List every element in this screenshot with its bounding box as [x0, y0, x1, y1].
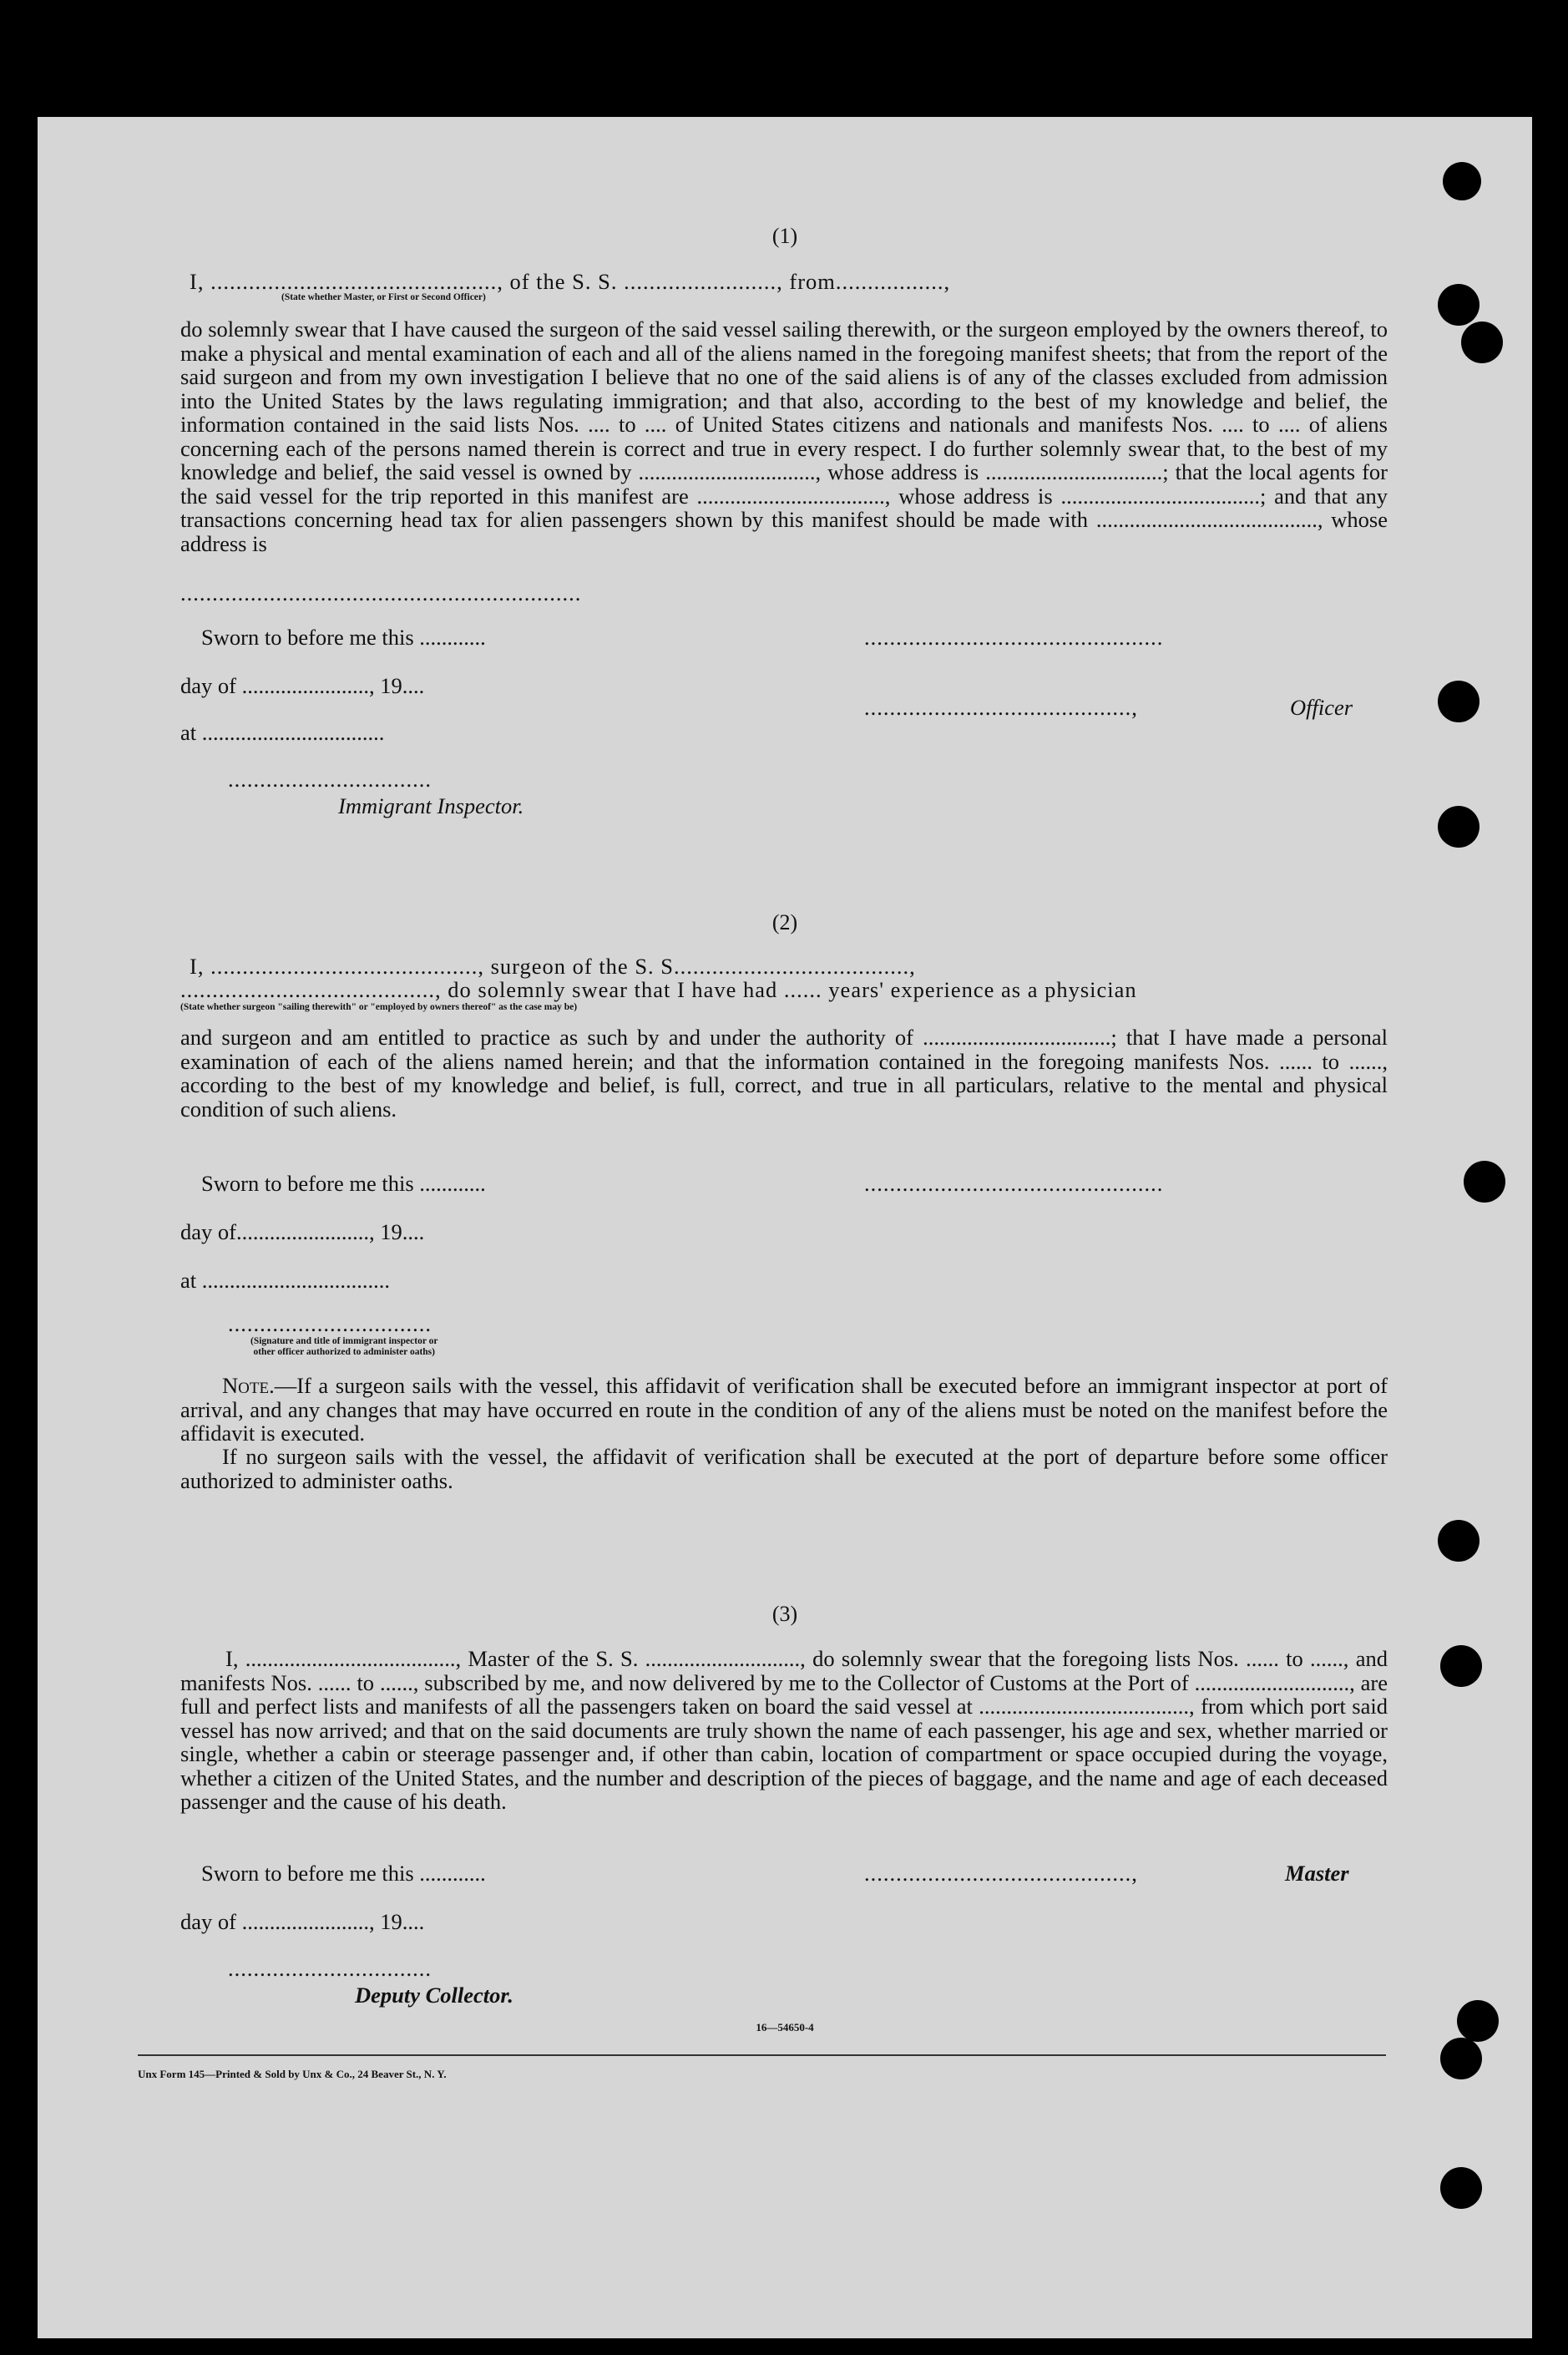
- punch-hole: [1440, 2038, 1482, 2079]
- collector-signature-line: ................................: [228, 1956, 432, 1981]
- oath-body: and surgeon and am entitled to practice as such by and under the authority of ..................................; that I have made a personal examination of each of the aliens named herein; and that the information contained in the foregoing manifests Nos. ...... to ......, according to the best of my knowledge and belief, is full, correct, and true in all particulars, relative to the mental and physical condition of such aliens.: [180, 1025, 1388, 1122]
- signature-line: ...............................................: [864, 625, 1164, 650]
- inspector-signature-line: ................................: [228, 1311, 432, 1336]
- master-label: Master: [1285, 1861, 1349, 1886]
- oath-line: I, .........................................., surgeon of the S. S.....................................,: [190, 954, 916, 979]
- punch-hole: [1443, 162, 1481, 200]
- day-line: day of ......................., 19....: [180, 1909, 425, 1934]
- form-code: 16—54650-4: [756, 2021, 814, 2033]
- oath-line: ........................................, do solemnly swear that I have had ...... years' experience as a physician: [180, 977, 1137, 1002]
- punch-hole: [1464, 1161, 1505, 1203]
- punch-hole: [1438, 284, 1479, 326]
- sworn-line: Sworn to before me this ............: [201, 1171, 486, 1196]
- footer-rule: [138, 2054, 1386, 2056]
- section-number: (3): [771, 1602, 798, 1626]
- dotted-line: ...............................................................: [180, 580, 582, 605]
- at-line: at ..................................: [180, 1268, 390, 1293]
- document-page: [38, 117, 1532, 2338]
- oath-body: do solemnly swear that I have caused the surgeon of the said vessel sailing therewith, or the surgeon employed by the owners thereof, to make a physical and mental examination of each and all of the aliens named in the foregoing manifest sheets; that from the report of the said surgeon and from my own investigation I believe that no one of the said aliens is of any of the classes excluded from admission into the United States by the laws regulating immigration; and that also, according to the best of my knowledge and belief, the information contained in the said lists Nos. .... to .... of United States citizens and nationals and manifests Nos. .... to .... of aliens concerning each of the persons named therein is correct and true in every respect. I do further solemnly swear that, to the best of my knowledge and belief, the said vessel is owned by ................................, whose address is ................................; that the local agents for the said vessel for the trip reported in this manifest are .................................., whose address is ....................................; and that any transactions concerning head tax for alien passengers shown by this manifest should be made with ........................................, whose address is: [180, 317, 1388, 556]
- field-note: (State whether Master, or First or Second Officer): [281, 292, 486, 302]
- day-line: day of ......................., 19....: [180, 673, 425, 698]
- oath-line: I, ............................................., of the S. S. ........................, from.................,: [190, 269, 951, 294]
- signature-note: (Signature and title of immigrant inspector or other officer authorized to administer oaths): [250, 1336, 438, 1357]
- section-number: (2): [771, 910, 798, 934]
- punch-hole: [1461, 322, 1503, 363]
- signature-line: ...............................................: [864, 1171, 1164, 1196]
- day-line: day of........................, 19....: [180, 1219, 425, 1244]
- punch-hole: [1438, 681, 1479, 722]
- at-line: at .................................: [180, 720, 385, 745]
- collector-label: Deputy Collector.: [355, 1983, 513, 2008]
- punch-hole: [1438, 1520, 1479, 1562]
- punch-hole: [1438, 806, 1479, 848]
- oath-body: I, ......................................, Master of the S. S. ............................, do solemnly swear that the foregoing lists Nos. ...... to ......, and manifests Nos. ...... to ......, subscribed by me, and now delivered by me to the Collector of Customs at the Port of ............................, are full and perfect lists and manifests of all the passengers taken on board the said vessel at ......................................, from which port said vessel has now arrived; and that on the said documents are truly shown the name of each passenger, his age and sex, whether married or single, whether a cabin or steerage passenger and, if other than cabin, location of compartment or space occupied during the voyage, whether a citizen of the United States, and the number and description of the pieces of baggage, and the name and age of each deceased passenger and the cause of his death.: [180, 1646, 1388, 1814]
- punch-hole: [1440, 2167, 1482, 2209]
- inspector-signature-line: ................................: [228, 767, 432, 792]
- officer-signature-line: ..........................................,: [864, 695, 1138, 720]
- master-signature-line: ..........................................,: [864, 1861, 1138, 1886]
- officer-label: Officer: [1290, 695, 1353, 720]
- note-paragraph-2: If no surgeon sails with the vessel, the affidavit of verification shall be executed at the port of departure before some officer authorized to administer oaths.: [180, 1444, 1388, 1493]
- section-number: (1): [771, 224, 798, 248]
- note-paragraph: Note.—If a surgeon sails with the vessel, this affidavit of verification shall be executed before an immigrant inspector at port of arrival, and any changes that may have occurred en route in the condition of any of the aliens must be noted on the manifest before the affidavit is executed.: [180, 1373, 1388, 1446]
- inspector-label: Immigrant Inspector.: [338, 793, 524, 818]
- field-note: (State whether surgeon "sailing therewith" or "employed by owners thereof" as the case may be): [180, 1002, 578, 1012]
- sworn-line: Sworn to before me this ............: [201, 625, 486, 650]
- printer-credit: Unx Form 145—Printed & Sold by Unx & Co., 24 Beaver St., N. Y.: [138, 2068, 447, 2080]
- punch-hole: [1440, 1645, 1482, 1687]
- sworn-line: Sworn to before me this ............: [201, 1861, 486, 1886]
